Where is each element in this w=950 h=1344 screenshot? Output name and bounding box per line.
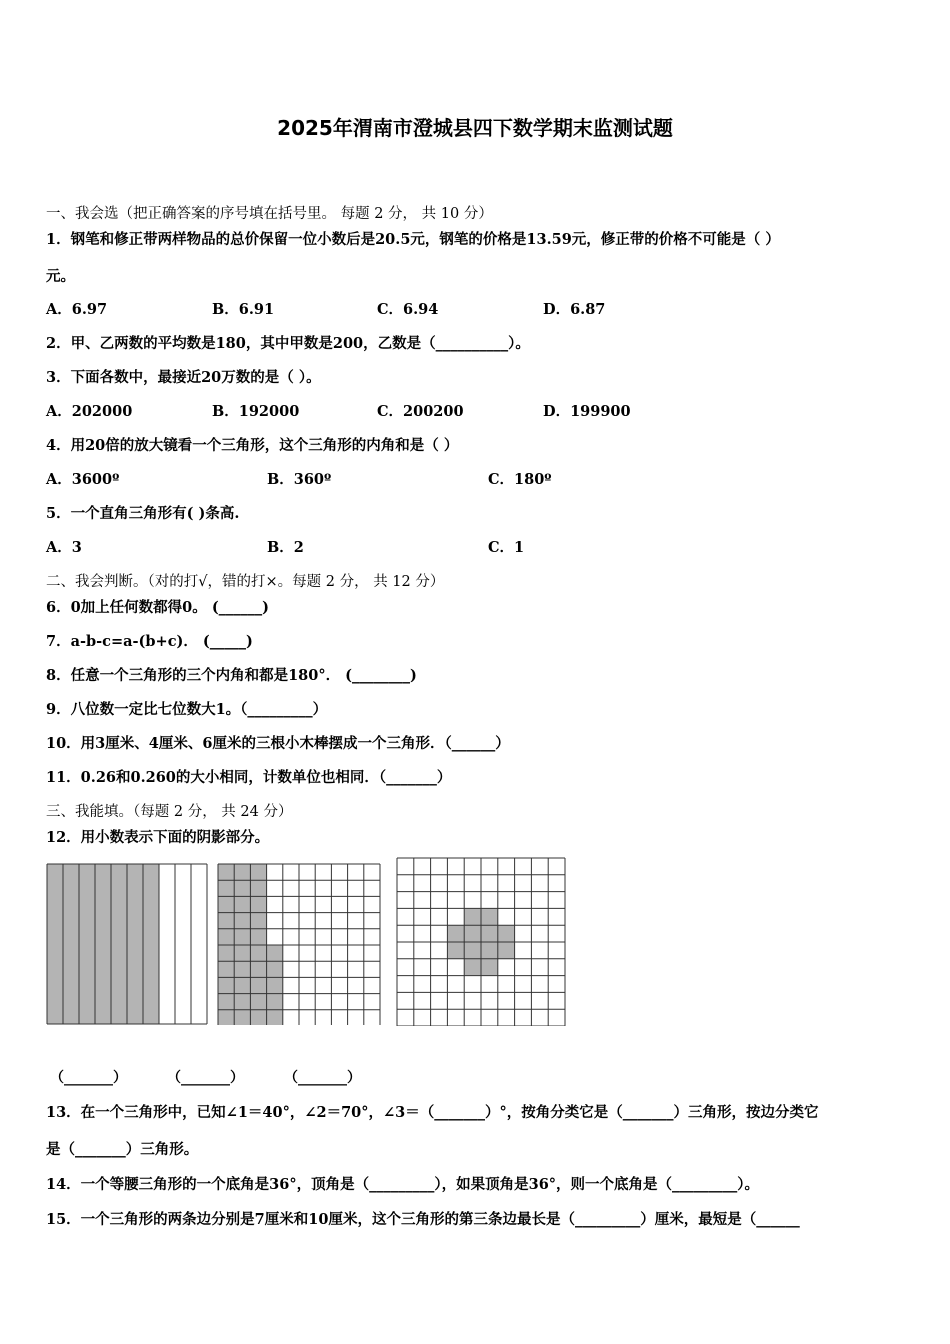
question-13-continuation: 是（_______）三角形。 xyxy=(46,1141,199,1158)
q4-option-a: A．3600º xyxy=(46,471,120,488)
shaded-cell xyxy=(218,1010,234,1025)
question-8: 8．任意一个三角形的三个内角和都是180°． (________) xyxy=(46,667,417,684)
shaded-cell xyxy=(250,977,266,993)
shaded-cell xyxy=(498,942,515,959)
cross-grid-lines xyxy=(397,858,565,1026)
question-13: 13．在一个三角形中，已知∠1＝40°，∠2＝70°，∠3＝（_______）°，按角分类它是（_______）三角形，按边分类它 xyxy=(46,1104,819,1121)
shaded-cell xyxy=(218,945,234,961)
shaded-cell xyxy=(218,994,234,1010)
shaded-strip xyxy=(95,864,111,1024)
shaded-cell xyxy=(218,929,234,945)
q12-answer-1[interactable]: （_______） xyxy=(50,1070,127,1086)
q5-option-a: A．3 xyxy=(46,539,82,556)
shaded-cell xyxy=(218,913,234,929)
shaded-cell xyxy=(250,961,266,977)
shaded-strip xyxy=(63,864,79,1024)
shaded-cell xyxy=(218,896,234,912)
question-10: 10．用3厘米、4厘米、6厘米的三根小木棒摆成一个三角形．（______） xyxy=(46,735,510,752)
shaded-cell xyxy=(234,961,250,977)
q3-option-d: D．199900 xyxy=(543,403,631,420)
shaded-cell xyxy=(250,929,266,945)
section-1-heading: 一、我会选（把正确答案的序号填在括号里。 每题 2 分， 共 10 分） xyxy=(46,206,493,222)
shaded-cell xyxy=(234,880,250,896)
shaded-cell xyxy=(234,945,250,961)
shaded-strip xyxy=(127,864,143,1024)
shaded-cell xyxy=(218,864,234,880)
shaded-cell xyxy=(234,929,250,945)
shaded-cell xyxy=(447,925,464,942)
shaded-cell xyxy=(218,961,234,977)
shaded-cell xyxy=(464,925,481,942)
figure-strips xyxy=(46,863,208,1025)
q3-option-b: B．192000 xyxy=(212,403,300,420)
q4-option-b: B．360º xyxy=(267,471,332,488)
shaded-cell xyxy=(218,977,234,993)
shaded-cell xyxy=(481,942,498,959)
shaded-cell xyxy=(250,864,266,880)
question-12: 12．用小数表示下面的阴影部分。 xyxy=(46,829,270,846)
q1-option-b: B．6.91 xyxy=(212,301,275,318)
question-1-continuation: 元。 xyxy=(46,268,75,285)
shaded-strip xyxy=(47,864,63,1024)
shaded-cell xyxy=(250,994,266,1010)
question-4: 4．用20倍的放大镜看一个三角形，这个三角形的内角和是（ ） xyxy=(46,437,459,454)
shaded-cell xyxy=(234,896,250,912)
q1-option-c: C．6.94 xyxy=(377,301,439,318)
section-2-heading: 二、我会判断。（对的打√，错的打×。每题 2 分， 共 12 分） xyxy=(46,574,445,590)
question-6: 6．0加上任何数都得0。 (______) xyxy=(46,599,270,616)
q4-option-c: C．180º xyxy=(488,471,552,488)
q5-option-c: C．1 xyxy=(488,539,525,556)
question-9: 9．八位数一定比七位数大1。（_________） xyxy=(46,701,328,718)
question-11: 11．0.26和0.260的大小相同，计数单位也相同．（_______） xyxy=(46,769,452,786)
question-15: 15．一个三角形的两条边分别是7厘米和10厘米，这个三角形的第三条边最长是（_________）厘米，最短是（______ xyxy=(46,1211,800,1228)
shaded-cell xyxy=(250,896,266,912)
q1-option-a: A．6.97 xyxy=(46,301,108,318)
q12-answer-2[interactable]: （_______） xyxy=(167,1070,244,1086)
question-7: 7．a-b-c=a-(b+c)． (_____) xyxy=(46,633,253,650)
question-3: 3．下面各数中，最接近20万数的是（ ）。 xyxy=(46,369,321,386)
strip-shading xyxy=(47,864,159,1024)
shaded-cell xyxy=(447,942,464,959)
shaded-cell xyxy=(267,961,283,977)
shaded-cell xyxy=(234,977,250,993)
q5-option-b: B．2 xyxy=(267,539,304,556)
figure-grid-staircase xyxy=(217,863,381,1025)
question-14: 14．一个等腰三角形的一个底角是36°，顶角是（_________），如果顶角是36°，则一个底角是（_________）。 xyxy=(46,1176,760,1193)
q1-option-d: D．6.87 xyxy=(543,301,606,318)
q12-answer-3[interactable]: （_______） xyxy=(284,1070,361,1086)
shaded-cell xyxy=(267,977,283,993)
shaded-cell xyxy=(464,908,481,925)
section-3-heading: 三、我能填。（每题 2 分， 共 24 分） xyxy=(46,804,293,820)
q3-option-a: A．202000 xyxy=(46,403,133,420)
shaded-strip xyxy=(79,864,95,1024)
shaded-cell xyxy=(234,913,250,929)
shaded-cell xyxy=(481,959,498,976)
shaded-cell xyxy=(481,908,498,925)
shaded-cell xyxy=(250,913,266,929)
shaded-cell xyxy=(250,880,266,896)
shaded-cell xyxy=(250,945,266,961)
shaded-cell xyxy=(481,925,498,942)
shaded-cell xyxy=(234,994,250,1010)
shaded-cell xyxy=(250,1010,266,1025)
shaded-cell xyxy=(464,959,481,976)
shaded-strip xyxy=(111,864,127,1024)
shaded-cell xyxy=(267,994,283,1010)
question-1: 1．钢笔和修正带两样物品的总价保留一位小数后是20.5元，钢笔的价格是13.59元，修正带的价格不可能是（ ） xyxy=(46,231,780,248)
shaded-strip xyxy=(143,864,159,1024)
page-title: 2025年渭南市澄城县四下数学期末监测试题 xyxy=(277,116,673,140)
question-5: 5．一个直角三角形有( )条高. xyxy=(46,505,240,522)
shaded-cell xyxy=(464,942,481,959)
shaded-cell xyxy=(498,925,515,942)
q3-option-c: C．200200 xyxy=(377,403,464,420)
question-2: 2．甲、乙两数的平均数是180，其中甲数是200，乙数是（__________）。 xyxy=(46,335,530,352)
shaded-cell xyxy=(234,864,250,880)
shaded-cell xyxy=(267,945,283,961)
figure-grid-cross xyxy=(396,857,567,1026)
shaded-cell xyxy=(234,1010,250,1025)
shaded-cell xyxy=(218,880,234,896)
shaded-cell xyxy=(267,1010,283,1025)
